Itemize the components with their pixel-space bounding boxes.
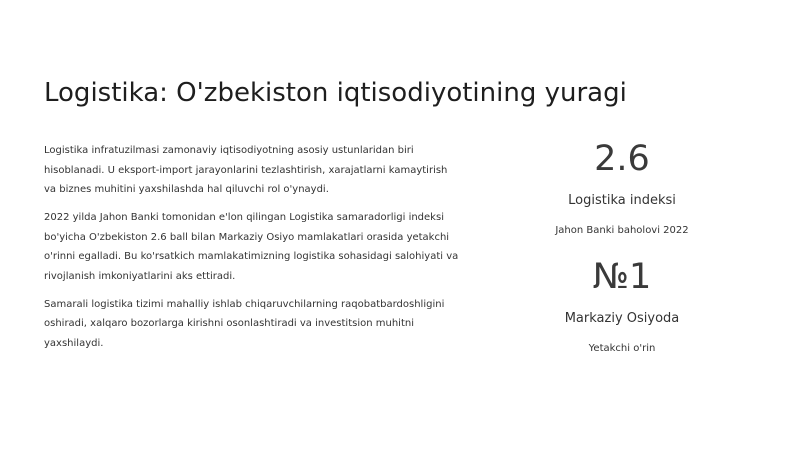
stat-value: 2.6 [594,139,650,179]
stat-label: Logistika indeksi [568,193,676,208]
stats-panel [532,136,712,356]
stat-label: Markaziy Osiyoda [564,311,680,326]
stat-sublabel: Yetakchi o'rin [588,343,656,354]
body-text [44,141,462,362]
paragraph: 2022 yilda Jahon Banki tomonidan e'lon qilingan Logistika samaradorligi indeksi bo'yicha O'zbekiston 2.6 ball bilan Markaziy Osiyo mamlakatlari orasida yetakchi o'rinni egalladi. Bu ko'rsatkich mamlakatimizning logistika sohasidagi salohiyati va rivojlanish imkoniyatlarini aks ettiradi. [44,212,459,282]
stat-index [532,136,712,238]
slide-title: Logistika: O'zbekiston iqtisodiyotining yuragi [44,78,627,108]
stat-sublabel: Jahon Banki baholovi 2022 [555,225,689,236]
stat-rank [532,254,712,356]
paragraph: Samarali logistika tizimi mahalliy ishlab chiqaruvchilarning raqobatbardoshligini oshiradi, xalqaro bozorlarga kirishni osonlashtiradi va investitsion muhitni yaxshilaydi. [44,298,445,349]
stat-value: №1 [592,257,652,297]
paragraph: Logistika infratuzilmasi zamonaviy iqtisodiyotning asosiy ustunlaridan biri hisoblanadi. U eksport-import jarayonlarini tezlashtirish, xarajatlarni kamaytirish va biznes muhitini yaxshilashda hal qiluvchi rol o'ynaydi. [44,145,448,195]
